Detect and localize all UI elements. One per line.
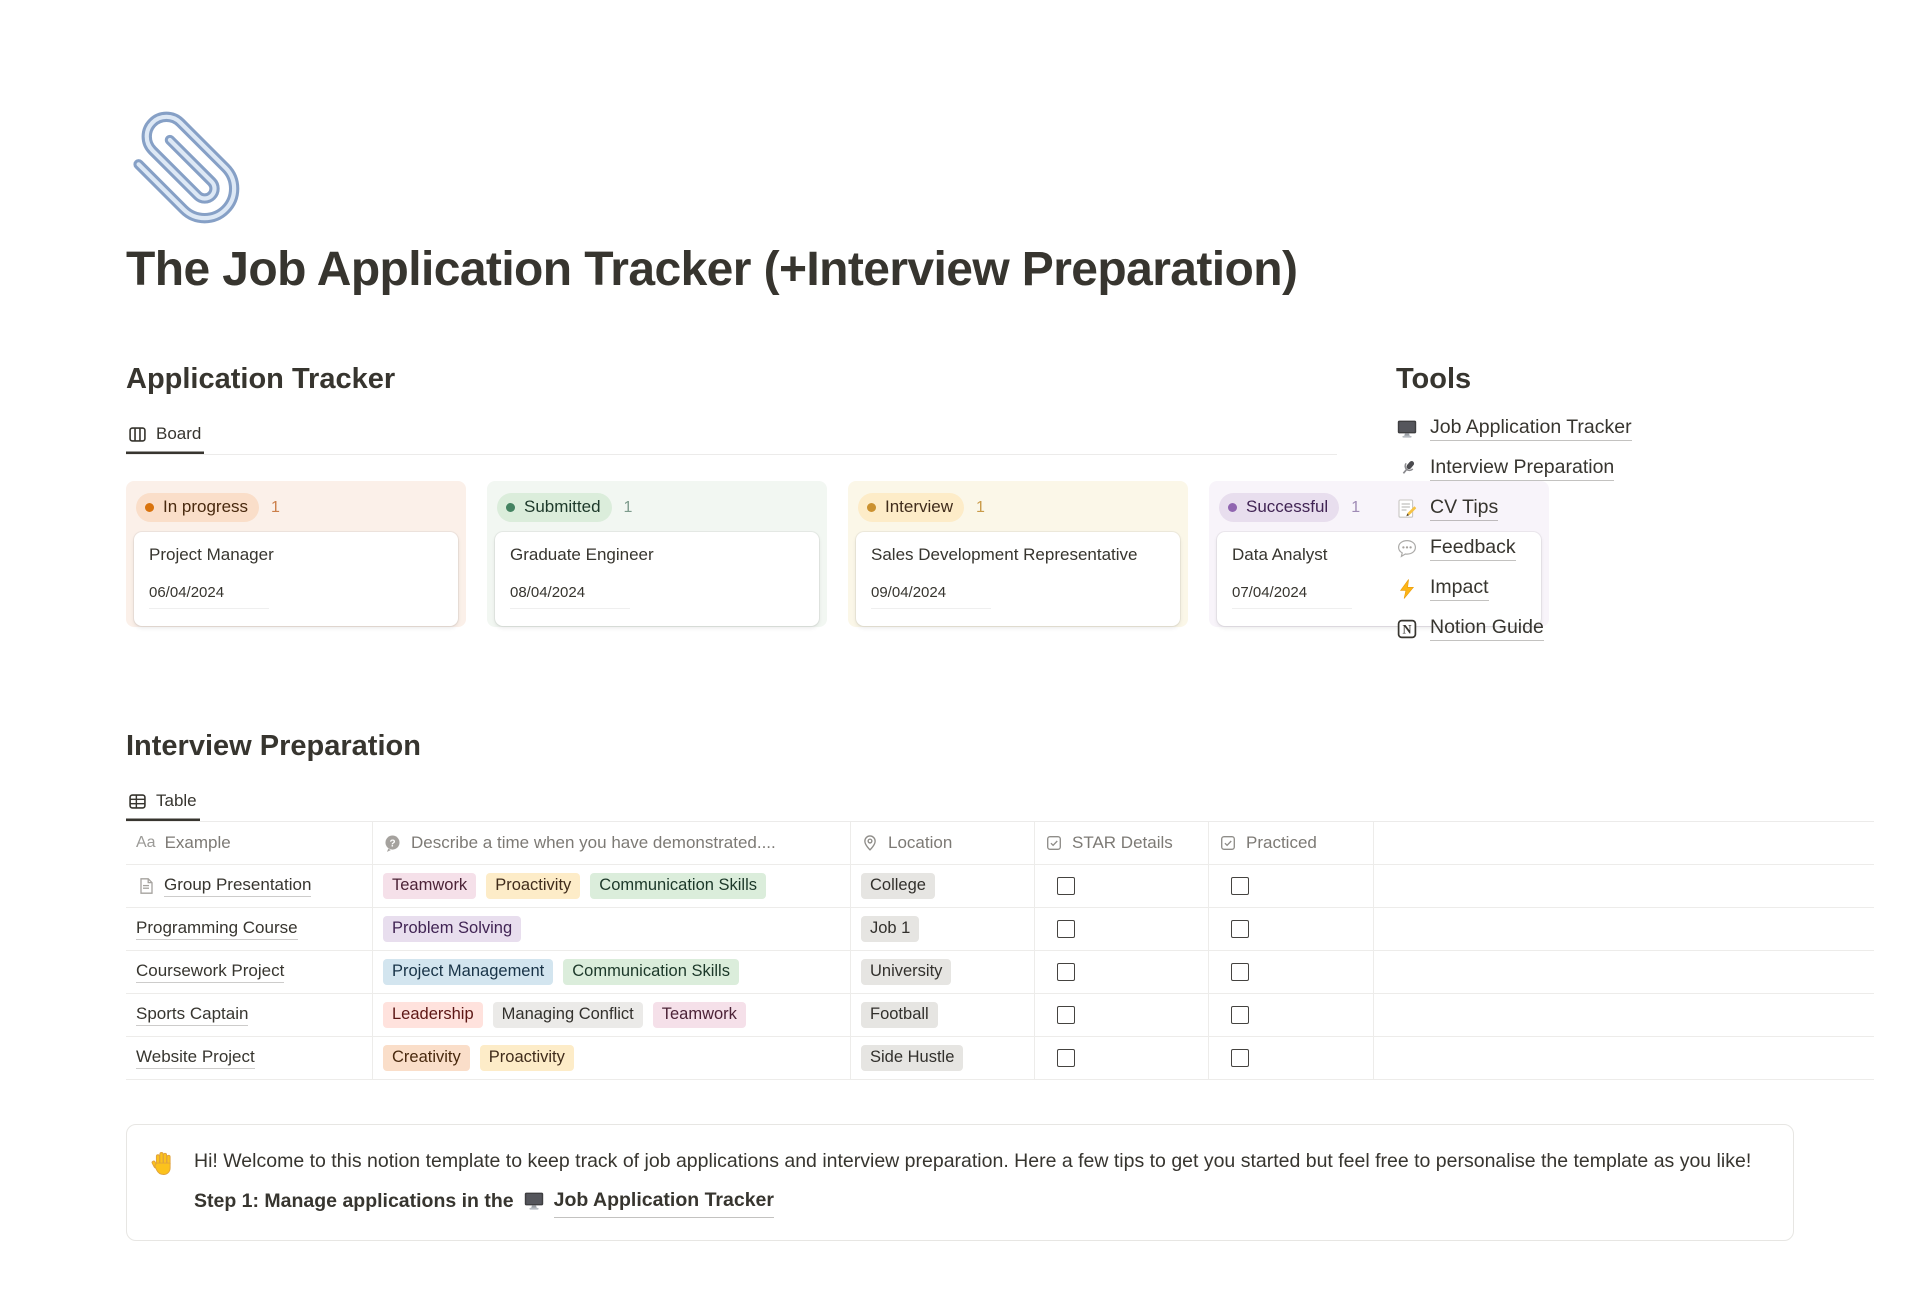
- welcome-callout: [126, 1124, 1794, 1241]
- cell-example[interactable]: [126, 951, 373, 993]
- checkbox-unchecked[interactable]: [1231, 1049, 1249, 1067]
- memo-icon: [1396, 498, 1418, 520]
- tool-link-feedback[interactable]: [1396, 536, 1874, 561]
- status-pill[interactable]: [1219, 493, 1339, 522]
- location-tag[interactable]: Football: [861, 1002, 938, 1028]
- row-title-link[interactable]: Programming Course: [136, 918, 298, 940]
- cell-tags[interactable]: [373, 1037, 851, 1079]
- table-header-empty: [1374, 822, 1874, 864]
- column-header-label: STAR Details: [1072, 833, 1173, 852]
- tag[interactable]: Proactivity: [486, 873, 580, 899]
- tag[interactable]: Project Management: [383, 959, 553, 985]
- board-card[interactable]: [495, 532, 819, 626]
- board-card[interactable]: [856, 532, 1180, 626]
- cell-location[interactable]: [851, 865, 1035, 907]
- cell-example[interactable]: [126, 994, 373, 1036]
- notion-page: [0, 108, 1920, 1241]
- status-dot: [1228, 503, 1237, 512]
- checkbox-unchecked[interactable]: [1057, 920, 1075, 938]
- checkbox-unchecked[interactable]: [1231, 963, 1249, 981]
- tag[interactable]: Teamwork: [383, 873, 476, 899]
- title-property-icon: Aa: [136, 834, 156, 851]
- tag[interactable]: Problem Solving: [383, 916, 521, 942]
- board-card[interactable]: [134, 532, 458, 626]
- location-tag[interactable]: College: [861, 873, 935, 899]
- checkbox-unchecked[interactable]: [1231, 877, 1249, 895]
- board-view-tabbar: [126, 418, 1337, 455]
- row-title-link[interactable]: Sports Captain: [136, 1004, 248, 1026]
- column-header-label: Practiced: [1246, 833, 1317, 852]
- board-icon: [128, 425, 147, 444]
- board-column-submitted: [487, 481, 827, 627]
- board-column-interview: [848, 481, 1188, 627]
- cell-tags[interactable]: [373, 865, 851, 907]
- column-header-label: Describe a time when you have demonstrated....: [411, 833, 776, 852]
- callout-step-link[interactable]: Job Application Tracker: [554, 1184, 774, 1217]
- column-count: 1: [623, 498, 633, 516]
- cell-star-details[interactable]: [1035, 908, 1209, 950]
- table-row: [126, 908, 1874, 951]
- row-title-link[interactable]: Website Project: [136, 1047, 255, 1069]
- board-column-header: [134, 489, 458, 532]
- callout-text: Hi! Welcome to this notion template to keep track of job applications and interview preparation. Here a few tips to get you started but feel free to personalise the template as you like!: [194, 1150, 1752, 1172]
- application-tracker-heading: Application Tracker: [126, 363, 396, 395]
- column-header-label: Location: [888, 833, 953, 852]
- tools-list: [1396, 416, 1874, 641]
- cell-empty: [1374, 865, 1874, 907]
- cell-location[interactable]: [851, 951, 1035, 993]
- card-title[interactable]: Graduate Engineer: [510, 545, 654, 565]
- location-pin-icon: [861, 834, 879, 852]
- cell-tags[interactable]: [373, 951, 851, 993]
- tag[interactable]: Creativity: [383, 1045, 470, 1071]
- column-header-question[interactable]: [373, 822, 851, 864]
- column-count: 1: [271, 498, 280, 516]
- kanban-board: [126, 481, 1361, 627]
- checkbox-unchecked[interactable]: [1231, 1006, 1249, 1024]
- cell-star-details[interactable]: [1035, 1037, 1209, 1079]
- microphone-icon: [1396, 458, 1418, 480]
- tool-link-label[interactable]: Notion Guide: [1430, 616, 1544, 641]
- desktop-computer-icon: [1396, 418, 1418, 440]
- cell-example[interactable]: [126, 865, 373, 907]
- question-bubble-icon: [383, 834, 402, 853]
- status-pill[interactable]: [136, 493, 259, 522]
- zap-icon: [1396, 578, 1418, 600]
- page-icon: [136, 876, 156, 896]
- callout-step-line: [194, 1184, 1751, 1217]
- checkbox-unchecked[interactable]: [1231, 920, 1249, 938]
- checkbox-property-icon: [1219, 834, 1237, 852]
- tab-table[interactable]: [126, 785, 200, 821]
- row-title-link[interactable]: Coursework Project: [136, 961, 284, 983]
- two-column-layout: [126, 363, 1874, 656]
- interview-preparation-heading: Interview Preparation: [126, 730, 421, 762]
- prep-table: [126, 822, 1874, 1080]
- table-row: [126, 951, 1874, 994]
- cell-location[interactable]: [851, 908, 1035, 950]
- tool-link-job-application-tracker[interactable]: [1396, 416, 1874, 441]
- tool-link-cv-tips[interactable]: [1396, 496, 1874, 521]
- page-title: The Job Application Tracker (+Interview Preparation): [126, 243, 1298, 296]
- status-label: In progress: [163, 497, 249, 516]
- tool-link-label[interactable]: CV Tips: [1430, 496, 1498, 521]
- column-count: 1: [1351, 498, 1361, 516]
- cell-example[interactable]: [126, 908, 373, 950]
- board-column-in-progress: [126, 481, 466, 627]
- checkbox-unchecked[interactable]: [1057, 877, 1075, 895]
- board-column-header: [495, 489, 819, 532]
- tag[interactable]: Proactivity: [480, 1045, 574, 1071]
- column-header-location[interactable]: [851, 822, 1035, 864]
- table-row: [126, 865, 1874, 908]
- raised-hand-icon: [151, 1150, 178, 1177]
- location-tag[interactable]: Job 1: [861, 916, 919, 942]
- cell-empty: [1374, 1037, 1874, 1079]
- status-pill[interactable]: [497, 493, 612, 522]
- tag[interactable]: Communication Skills: [590, 873, 766, 899]
- cell-practiced[interactable]: [1209, 951, 1374, 993]
- cell-example[interactable]: [126, 1037, 373, 1079]
- column-header-label: Example: [164, 833, 231, 852]
- tool-link-notion-guide[interactable]: [1396, 616, 1874, 641]
- cell-star-details[interactable]: [1035, 865, 1209, 907]
- status-label: Submitted: [524, 497, 601, 516]
- tab-board[interactable]: [126, 418, 204, 454]
- checkbox-unchecked[interactable]: [1057, 1006, 1075, 1024]
- tab-table-label: Table: [156, 791, 197, 810]
- cell-location[interactable]: [851, 1037, 1035, 1079]
- svg-text:?: ?: [389, 837, 396, 849]
- cell-star-details[interactable]: [1035, 951, 1209, 993]
- card-title[interactable]: Project Manager: [149, 545, 274, 565]
- cell-practiced[interactable]: [1209, 908, 1374, 950]
- cell-location[interactable]: [851, 994, 1035, 1036]
- location-tag[interactable]: University: [861, 959, 951, 985]
- tag[interactable]: Teamwork: [653, 1002, 746, 1028]
- status-pill[interactable]: [858, 493, 964, 522]
- card-title[interactable]: Data Analyst: [1232, 545, 1328, 565]
- cell-empty: [1374, 994, 1874, 1036]
- table-icon: [128, 792, 147, 811]
- desktop-computer-icon: [523, 1190, 545, 1212]
- column-count: 1: [976, 498, 985, 516]
- status-dot: [145, 503, 154, 512]
- tab-board-label: Board: [156, 424, 202, 443]
- tools-heading: Tools: [1396, 363, 1472, 395]
- interview-preparation-section: [126, 730, 1874, 1080]
- speech-balloon-icon: [1396, 538, 1418, 560]
- checkbox-unchecked[interactable]: [1057, 1049, 1075, 1067]
- location-tag[interactable]: Side Hustle: [861, 1045, 963, 1071]
- application-tracker-section: [126, 363, 1361, 656]
- cell-practiced[interactable]: [1209, 865, 1374, 907]
- tag[interactable]: Communication Skills: [563, 959, 739, 985]
- board-column-header: [856, 489, 1180, 532]
- cell-empty: [1374, 908, 1874, 950]
- notion-logo-icon: [1396, 618, 1418, 640]
- cell-tags[interactable]: [373, 908, 851, 950]
- tag[interactable]: Leadership: [383, 1002, 483, 1028]
- card-date: 09/04/2024: [871, 584, 991, 609]
- status-label: Successful: [1246, 497, 1329, 516]
- tool-link-label[interactable]: Job Application Tracker: [1430, 416, 1632, 441]
- card-date: 07/04/2024: [1232, 584, 1352, 609]
- status-dot: [867, 503, 876, 512]
- tool-link-label[interactable]: Interview Preparation: [1430, 456, 1614, 481]
- column-header-practiced[interactable]: [1209, 822, 1374, 864]
- tag[interactable]: Managing Conflict: [493, 1002, 643, 1028]
- checkbox-property-icon: [1045, 834, 1063, 852]
- row-title-link[interactable]: Group Presentation: [164, 875, 311, 897]
- tool-link-label[interactable]: Impact: [1430, 576, 1489, 601]
- tool-link-impact[interactable]: [1396, 576, 1874, 601]
- paperclip-icon[interactable]: [126, 108, 244, 230]
- card-date: 06/04/2024: [149, 584, 269, 609]
- cell-star-details[interactable]: [1035, 994, 1209, 1036]
- cell-empty: [1374, 951, 1874, 993]
- tools-section: [1396, 363, 1874, 656]
- callout-body: [194, 1145, 1751, 1218]
- column-header-star-details[interactable]: [1035, 822, 1209, 864]
- status-dot: [506, 503, 515, 512]
- cell-tags[interactable]: [373, 994, 851, 1036]
- table-view-tabbar: [126, 785, 1874, 822]
- card-title[interactable]: Sales Development Representative: [871, 545, 1138, 565]
- cell-practiced[interactable]: [1209, 1037, 1374, 1079]
- column-header-example[interactable]: [126, 822, 373, 864]
- table-row: [126, 1037, 1874, 1080]
- cell-practiced[interactable]: [1209, 994, 1374, 1036]
- status-label: Interview: [885, 497, 954, 516]
- svg-text:N: N: [1402, 622, 1412, 637]
- callout-step-prefix: Step 1: Manage applications in the: [194, 1189, 514, 1212]
- checkbox-unchecked[interactable]: [1057, 963, 1075, 981]
- table-header-row: [126, 822, 1874, 865]
- tool-link-label[interactable]: Feedback: [1430, 536, 1516, 561]
- card-date: 08/04/2024: [510, 584, 630, 609]
- tool-link-interview-preparation[interactable]: [1396, 456, 1874, 481]
- table-row: [126, 994, 1874, 1037]
